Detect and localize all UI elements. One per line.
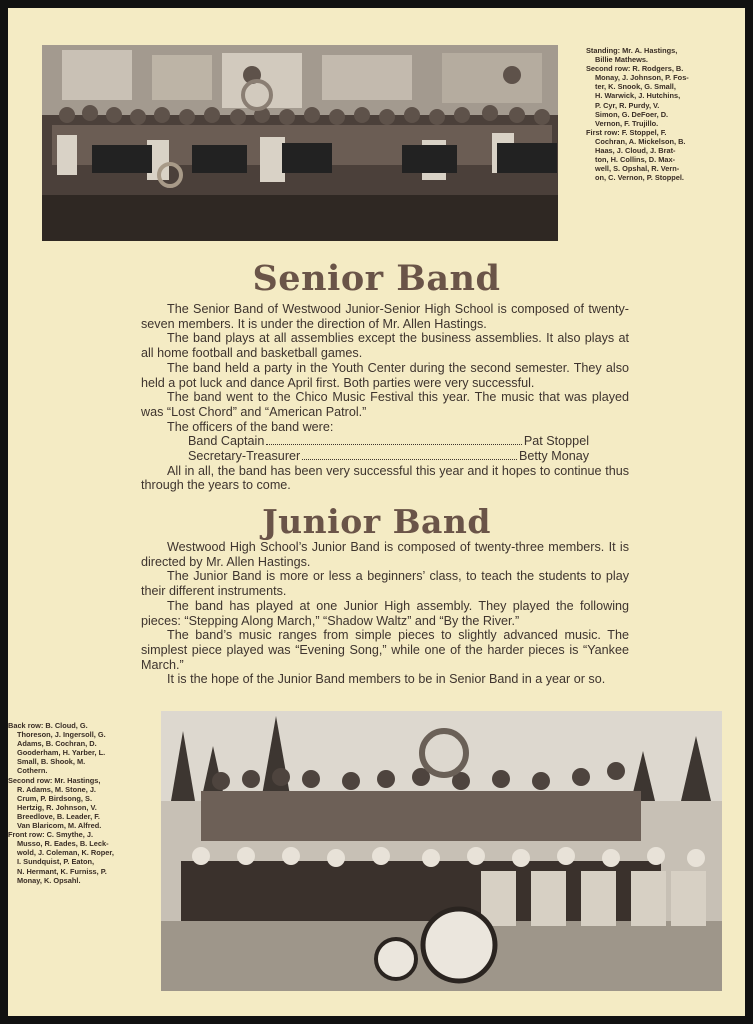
caption-line: Standing: Mr. A. Hastings,: [586, 46, 678, 55]
caption-line: Second row: Mr. Hastings,: [8, 775, 101, 785]
junior-band-text: [141, 540, 629, 687]
caption-line: R. Adams, M. Stone, J.: [17, 784, 96, 794]
junior-paragraph: Westwood High School’s Junior Band is composed of twenty-three members. It is directed by Mr. Allen Hastings.: [141, 540, 629, 569]
caption-line: Van Blaricom, M. Alfred.: [17, 821, 102, 831]
caption-line: N. Hermant, K. Furniss, P.: [17, 866, 107, 876]
junior-paragraph: It is the hope of the Junior Band members to be in Senior Band in a year or so.: [167, 672, 606, 687]
caption-line: Monay, K. Opsahl.: [17, 875, 81, 885]
caption-line: ton, H. Collins, D. Max-: [595, 155, 676, 165]
caption-line: Hertzig, R. Johnson, V.: [17, 802, 97, 812]
caption-line: Vernon, F. Trujillo.: [595, 118, 659, 128]
senior-paragraph: The Senior Band of Westwood Junior-Senior High School is composed of twenty-seven members. It is under the direction of Mr. Allen Hastings.: [141, 302, 629, 331]
caption-line: Haas, J. Cloud, J. Brat-: [595, 146, 676, 156]
caption-line: on, C. Vernon, P. Stoppel.: [595, 173, 684, 183]
officer-line-captain: [188, 434, 589, 449]
caption-line: Cothern.: [17, 766, 48, 776]
dot-leader: [302, 459, 517, 460]
caption-line: wold, J. Coleman, K. Roper,: [17, 848, 114, 858]
caption-line: H. Warwick, J. Hutchins,: [595, 91, 681, 101]
senior-band-text: [141, 302, 629, 493]
senior-band-heading: Senior Band: [252, 258, 501, 299]
caption-line: Monay, J. Johnson, P. Fos-: [595, 73, 689, 83]
officer-name: Pat Stoppel: [523, 434, 589, 449]
senior-band-photo: [42, 45, 558, 241]
senior-closing-paragraph: All in all, the band has been very successful this year and it hopes to continue thus through the years to come.: [141, 463, 629, 493]
caption-line: P. Cyr, R. Purdy, V.: [595, 100, 660, 110]
junior-band-heading: Junior Band: [262, 502, 491, 541]
caption-line: Cochran, A. Mickelson, B.: [595, 136, 686, 146]
caption-line: Musso, R. Eades, B. Leck-: [17, 839, 109, 849]
caption-line: Small, B. Shook, M.: [17, 757, 86, 767]
junior-paragraph: The Junior Band is more or less a beginners’ class, to teach the students to play their different instruments.: [141, 569, 629, 599]
junior-paragraph: The band has played at one Junior High assembly. They played the following pieces: “Stepping Along March,” “Shadow Waltz” and “By the River.”: [141, 598, 629, 628]
caption-line: Simon, G. DeFoer, D.: [595, 109, 669, 119]
caption-line: Adams, B. Cochran, D.: [17, 739, 97, 749]
officer-line-secretary: [188, 449, 589, 464]
senior-paragraph: The officers of the band were:: [167, 419, 334, 434]
junior-paragraph: The band’s music ranges from simple pieces to slightly advanced music. The simplest piece played was “Evening Song,” while one of the harder pieces is “Yankee March.”: [141, 628, 629, 672]
caption-line: ter, K. Snook, G. Small,: [595, 82, 676, 92]
caption-line: Back row: B. Cloud, G.: [8, 721, 88, 730]
caption-line: Crum, P. Birdsong, S.: [17, 793, 93, 803]
officer-name: Betty Monay: [519, 449, 589, 464]
caption-line: First row: F. Stoppel, F.: [586, 127, 667, 137]
junior-band-photo: [161, 711, 722, 991]
officer-role: Band Captain: [188, 434, 265, 449]
caption-line: Second row: R. Rodgers, B.: [586, 64, 684, 74]
dot-leader: [266, 444, 522, 445]
senior-paragraph: The band went to the Chico Music Festival this year. The music that was played was “Lost Chord” and “American Patrol.”: [141, 390, 629, 419]
caption-line: Breedlove, B. Leader, F.: [17, 811, 100, 821]
officer-role: Secretary-Treasurer: [188, 449, 301, 464]
yearbook-page: [8, 8, 745, 1016]
caption-line: Front row: C. Smythe, J.: [8, 830, 93, 840]
caption-line: well, S. Opshal, R. Vern-: [595, 164, 680, 174]
junior-band-caption: [8, 721, 142, 885]
senior-paragraph: The band plays at all assemblies except the business assemblies. It also plays at all home football and basketball games.: [141, 331, 629, 361]
caption-line: Gooderham, H. Yarber, L.: [17, 748, 106, 758]
senior-paragraph: The band held a party in the Youth Center during the second semester. They also held a pot luck and dance April first. Both parties were very successful.: [141, 360, 629, 390]
caption-line: Thoreson, J. Ingersoll, G.: [17, 730, 106, 740]
senior-band-caption: [586, 46, 726, 182]
caption-line: I. Sundquist, P. Eaton,: [17, 857, 95, 867]
caption-line: Billie Mathews.: [595, 55, 648, 65]
